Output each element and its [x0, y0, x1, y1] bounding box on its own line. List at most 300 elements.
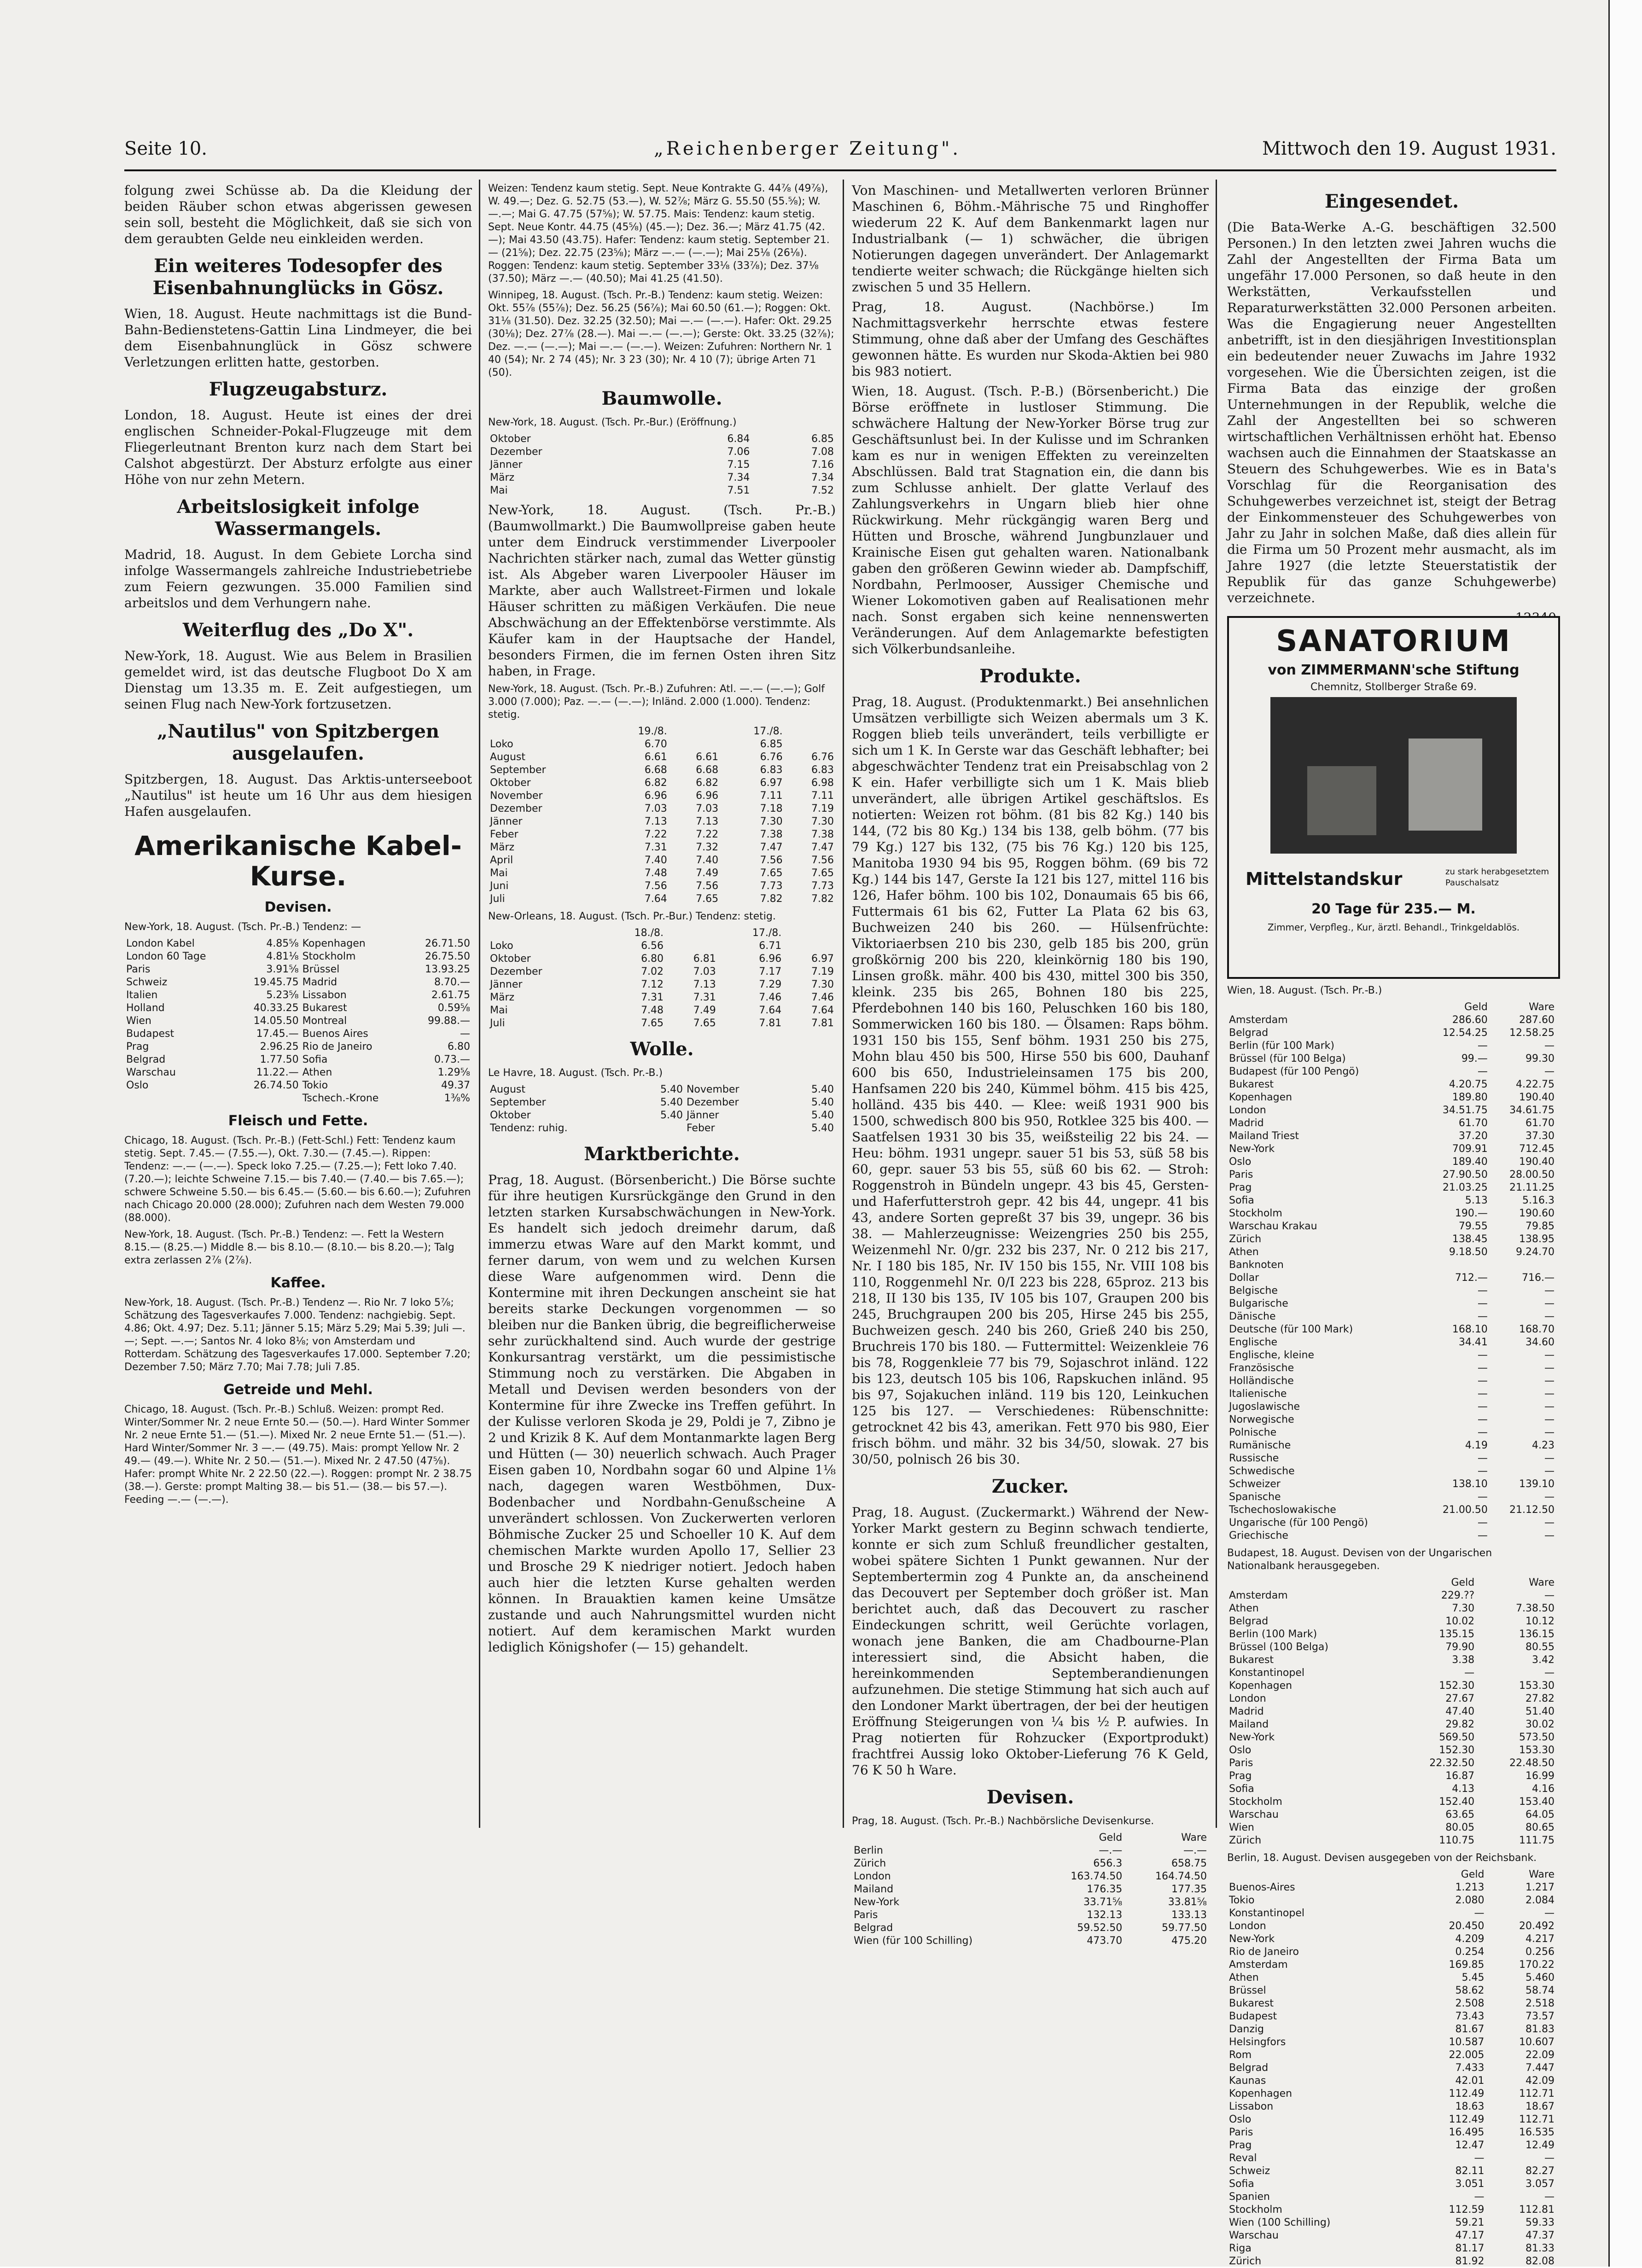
table-cell: —: [1544, 1066, 1555, 1077]
table-row: [1227, 1375, 1556, 1388]
table-row: [124, 1066, 472, 1079]
section-title: Zucker.: [991, 1476, 1069, 1497]
table-row: [488, 1083, 836, 1096]
table-cell: 177.35: [1171, 1884, 1207, 1895]
table-cell: Amsterdam: [1229, 1959, 1288, 1971]
table-row: [1227, 1117, 1556, 1130]
table-cell: Schweizer: [1229, 1478, 1281, 1490]
table-cell: 59.33: [1526, 2217, 1555, 2228]
table-cell: 6.61: [644, 751, 667, 763]
table-cell: Mailand Triest: [1229, 1130, 1299, 1142]
table-cell: —: [1544, 2152, 1555, 2164]
table-row: [1227, 1615, 1556, 1628]
table-row: [1227, 2216, 1556, 2229]
table-cell: Bukarest: [302, 1002, 347, 1014]
table-cell: —.—: [1183, 1845, 1207, 1856]
table-cell: 5.16.3: [1522, 1195, 1555, 1206]
article-body: New-York, 18. August. (Tsch. Pr.-B.) (Baumwollmarkt.) Die Baumwollpreise gaben heute unter dem Eindruck verstimmender Liverpooler Nachrichten stärker nach, zumal das Wetter günstig ist. Als Abgeber waren Liverpooler Häuser im Markte, aber auch Wallstreet-Firmen und lokale Häuser schritten zu mäßigen Verkäufen. Die neue Abschwächung an der Effektenbörse verstimmte. Als Käufer kam in der Hauptsache der Handel, besonders Firmen, die im fernen Osten ihren Sitz haben, in Frage.: [488, 502, 836, 679]
market-report: Winnipeg, 18. August. (Tsch. Pr.-B.) Tendenz: kaum stetig. Weizen: Okt. 55⅞ (55⅞); Dez. 56.25 (56⅞); Mai 60.50 (61.—); Roggen: Okt. 31⅛ (31.50). Dez. 32.25 (32.50); Mai —.— (—.—). Hafer: Okt. 29.25 (30⅛); Dez. 27⅞ (28.—). Mai —.— (—.—); Gerste: Okt. 33.25 (32⅞); Dez. —.— (—.—); Mai —.— (—.—). Weizen: Zufuhren: Northern Nr. 1 40 (54); Nr. 2 74 (45); Nr. 3 23 (30); Nr. 4 10 (7); übrige Arten 71 (50).: [488, 290, 838, 378]
masthead: „Reichenberger Zeitung".: [654, 138, 961, 159]
table-cell: 112.71: [1519, 2114, 1555, 2125]
table-row: [124, 1002, 472, 1015]
table-row: [124, 1015, 472, 1028]
table-cell: 111.75: [1519, 1835, 1555, 1846]
column-header: [852, 1832, 1040, 1844]
table-cell: Jugoslawische: [1229, 1401, 1300, 1413]
table-cell: 4.19: [1465, 1440, 1488, 1451]
table-cell: Kopenhagen: [1229, 1680, 1293, 1692]
table-cell: Rom: [1229, 2049, 1252, 2061]
table-row: [488, 1109, 836, 1122]
table-cell: —: [1477, 1388, 1488, 1400]
table-cell: 7.81: [811, 1018, 834, 1029]
headline: Weiterflug des „Do X".: [182, 619, 414, 641]
table-cell: 81.92: [1455, 2256, 1485, 2267]
table-row: [1227, 1920, 1556, 1933]
table-row: [1227, 1834, 1556, 1847]
table-cell: 99.30: [1526, 1053, 1555, 1064]
table-row: [1227, 1323, 1556, 1336]
table-cell: 110.75: [1439, 1835, 1475, 1846]
table-cell: —: [1544, 1465, 1555, 1477]
table-cell: —: [1477, 1040, 1488, 1052]
table-row: [1227, 1692, 1556, 1705]
table-cell: 153.30: [1519, 1680, 1555, 1692]
table-cell: Bukarest: [1229, 1998, 1274, 2009]
table-cell: Buenos Aires: [302, 1028, 368, 1040]
table-cell: Belgrad: [1229, 2062, 1269, 2074]
table-cell: Amsterdam: [1229, 1590, 1288, 1601]
table-cell: 1.77.50: [260, 1054, 299, 1065]
table-cell: 6.68: [696, 764, 719, 776]
table-cell: 287.60: [1519, 1014, 1555, 1026]
table-cell: New-York: [1229, 1143, 1275, 1155]
table-cell: —: [1477, 1375, 1488, 1387]
table-cell: 73.57: [1526, 2011, 1555, 2022]
table-cell: 0.59⅝: [437, 1002, 470, 1014]
market-report: Chicago, 18. August. (Tsch. Pr.-B.) (Fett-Schl.) Fett: Tendenz kaum stetig. Sept. 7.45.— (7.55.—), Okt. 7.30.— (7.45.—). Rippen: Tendenz: —.— (—.—). Speck loko 7.25.— (7.25.—); Fett loko 7.40. (7.20.—); leichte Schweine 7.15.— bis 7.40.— (7.40.— bis 7.65.—); schwere Schweine 5.50.— bis 6.45.— (5.60.— bis 6.60.—); Zufuhren nach Chicago 20.000 (28.000); Zufuhren nach dem Westen 79.000 (88.000).: [124, 1135, 474, 1224]
table-cell: 7.65: [760, 867, 783, 879]
table-cell: Oslo: [1229, 2114, 1252, 2125]
table-cell: 80.05: [1445, 1822, 1475, 1833]
table-cell: [637, 1122, 685, 1135]
table-cell: 712.45: [1519, 1143, 1555, 1155]
table-cell: Paris: [1229, 1757, 1253, 1769]
table-cell: 3.057: [1526, 2178, 1555, 2190]
table-cell: 11.22.—: [256, 1067, 299, 1078]
table-row: [1227, 1680, 1556, 1692]
column-1: [124, 182, 475, 1831]
kabel-devisen-table: [124, 937, 472, 1105]
table-cell: 63.65: [1445, 1809, 1475, 1820]
table-cell: Kopenhagen: [302, 938, 366, 949]
table-cell: Stockholm: [1229, 1208, 1282, 1219]
table-row: [1227, 1027, 1556, 1040]
article-body: Prag, 18. August. (Börsenbericht.) Die Börse suchte für ihre heutigen Kursrückgänge den Grund in den letzten starken Kursabschwächungen in New-York. Es handelt sich jedoch dreimehr darum, daß immerzu etwas Ware auf den Markt kommt, und ferner darum, von wem und zu welchen Kursen diese Ware aufgenommen wird. Denn die Kontermine mit ihren Deckungen anscheint sie hat bereits starke Deckungen vorgenommen — so bleiben nur die Banken übrig, die begreiflicherweise sehr zurückhaltend sind. Auch wurde der gestrige Konkursantrag verstärkt, um die pessimistische Stimmung noch zu verstärken. Die Abgaben in Metall und Devisen werden besonders von der Kontermine für ihre Zwecke ins Treffen geführt. In der Kulisse verloren Skoda je 29, Poldi je 7, Zibno je 2 und Krizik 8 K. Auf dem Montanmarkte lagen Berg und Hütten (— 30) neuerlich schwach. Auch Prager Eisen gaben 10, Nordbahn sogar 60 und Alpine 1⅛ nach, dagegen waren Westböhmen, Dux-Bodenbacher und Nordbahn-Genußscheine A unverändert schlossen. Von Zuckerwerten verloren Böhmische Zucker 25 und Schoeller 10 K. Auf dem chemischen Markte wurden Apollo 17, Sellier 23 und Brosche 29 K niedriger notiert. Jedoch haben auch hier die letzten Kurse gehalten werden können. In Brauaktien kamen keine Umsätze zustande und auch Nahrungsmittel wurden nicht notiert. Auf dem keramischen Markt wurden lediglich Königshofer (— 15) gehandelt.: [488, 1172, 836, 1655]
table-row: [1227, 1491, 1556, 1504]
table-cell: 7.47: [811, 842, 834, 853]
article-body: Wien, 18. August. Heute nachmittags ist die Bund-Bahn-Bedienstetens-Gattin Lina Lindmeyer, die bei dem Eisenbahnunglück in Gösz schwere Verletzungen erlitten hatte, gestorben.: [124, 306, 472, 370]
table-cell: 7.30: [760, 816, 783, 827]
table-cell: 81.17: [1455, 2243, 1485, 2254]
table-cell: 59.77.50: [1162, 1922, 1207, 1934]
table-caption: New-York, 18. August. (Tsch. Pr.-B.) Zufuhren: Atl. —.— (—.—); Golf 3.000 (7.000); Paz. —.— (—.—); Inländ. 2.000 (1.000). Tendenz: stetig.: [488, 683, 828, 721]
table-cell: 1⅜%: [444, 1093, 470, 1104]
table-cell: Französische: [1229, 1362, 1294, 1374]
table-row: [124, 1053, 472, 1066]
table-cell: Wien (100 Schilling): [1229, 2217, 1331, 2228]
table-cell: 20.450: [1449, 1920, 1485, 1932]
table-cell: Buenos-Aires: [1229, 1882, 1295, 1893]
ad-inclusions: Zimmer, Verpfleg., Kur, ärztl. Behandl., Trinkgeldablös.: [1267, 922, 1520, 933]
table-cell: März: [490, 992, 515, 1003]
table-row: [1227, 1504, 1556, 1517]
table-cell: Rumänische: [1229, 1440, 1291, 1451]
table-cell: Belgrad: [854, 1922, 893, 1934]
table-header-row: [1227, 1868, 1556, 1881]
table-cell: Mai: [490, 1005, 508, 1016]
table-cell: 82.11: [1455, 2165, 1485, 2177]
table-cell: 5.40: [660, 1084, 683, 1095]
table-cell: Kopenhagen: [1229, 1092, 1293, 1103]
table-cell: —: [1544, 1311, 1555, 1322]
table-row: [1227, 2126, 1556, 2139]
table-cell: 21.03.25: [1442, 1182, 1488, 1193]
table-cell: —: [1477, 1530, 1488, 1541]
table-cell: Paris: [1229, 2127, 1253, 2138]
table-cell: 37.20: [1458, 1130, 1488, 1142]
table-cell: 82.27: [1526, 2165, 1555, 2177]
table-cell: Berlin (100 Mark): [1229, 1628, 1317, 1640]
table-cell: 7.65: [641, 1018, 664, 1029]
table-cell: 14.05.50: [253, 1015, 299, 1027]
article-body: Prag, 18. August. (Nachbörse.) Im Nachmittagsverkehr herrschte etwas festere Stimmung, ohne daß aber der Umfang des Geschäftes gewonnen hätte. Es wurden nur Skoda-Aktien bei 980 bis 983 notiert.: [852, 299, 1209, 379]
table-cell: 189.40: [1452, 1156, 1488, 1168]
table-caption: New-Orleans, 18. August. (Tsch. Pr.-Bur.) Tendenz: stetig.: [488, 911, 776, 922]
table-cell: 7.65: [811, 867, 834, 879]
column-header: Geld: [1451, 1577, 1475, 1588]
table-cell: 7.51: [727, 485, 750, 496]
table-row: [1227, 2229, 1556, 2242]
table-cell: 7.47: [760, 842, 783, 853]
table-caption: New-York, 18. August. (Tsch. Pr.-B.) Tendenz: —: [124, 921, 361, 933]
table-cell: Holland: [126, 1002, 165, 1014]
table-cell: Madrid: [1229, 1706, 1264, 1717]
table-cell: London: [1229, 1693, 1266, 1704]
table-row: [1227, 2204, 1556, 2216]
table-cell: —: [1477, 1491, 1488, 1503]
table-cell: Dezember: [490, 446, 542, 458]
ad-location: Chemnitz, Stollberger Straße 69.: [1310, 681, 1477, 693]
table-cell: 4.13: [1452, 1783, 1475, 1795]
table-cell: —: [1477, 1311, 1488, 1322]
table-cell: London: [1229, 1920, 1266, 1932]
table-cell: Konstantinopel: [1229, 1667, 1305, 1679]
table-row: [1227, 1997, 1556, 2010]
table-cell: Oktober: [490, 1110, 531, 1121]
table-row: [1227, 2088, 1556, 2100]
table-cell: London 60 Tage: [126, 951, 206, 962]
column-header: [1227, 1001, 1423, 1014]
sanatorium-advertisement: [1227, 616, 1560, 979]
table-row: [488, 484, 836, 497]
table-cell: Mailand: [854, 1884, 894, 1895]
table-cell: —.—: [1099, 1845, 1123, 1856]
table-row: [852, 1857, 1209, 1870]
table-cell: 3.42: [1532, 1654, 1555, 1666]
table-cell: —: [1477, 1465, 1488, 1477]
table-row: [1227, 1971, 1556, 1984]
table-cell: —: [1544, 1388, 1555, 1400]
table-cell: 99.—: [1461, 1053, 1488, 1064]
table-cell: 27.67: [1445, 1693, 1475, 1704]
section-title: Amerikanische Kabel-Kurse.: [134, 830, 462, 892]
article-body: Prag, 18. August. (Zuckermarkt.) Während der New-Yorker Markt gestern zu Beginn schwach tendierte, konnte er sich zum Schluß freundlicher gestalten, wobei spätere Sichten 1 Punkt gewannen. Nur der Septembertermin zog 4 Punkte an, da anscheinend das Decouvert per September doch größer ist. Man berichtet auch, daß das Decouvert zu rascher Eindeckungen schritt, weil Gerüchte vorlagen, wonach jene Banken, die am Chadbourne-Plan interessiert sind, die Absicht haben, die hereinkommenden Septemberandienungen aufzunehmen. Die stetige Stimmung hat sich auch auf den Londoner Markt übertragen, der bei der heutigen Eröffnung Steigerungen von ¼ bis ½ P. aufwies. In Prag notierten für Rohzucker (Exportprodukt) frachtfrei Aussig loko Oktober-Lieferung 76 K Geld, 76 K 50 h Ware.: [852, 1505, 1209, 1778]
table-row: [1227, 1272, 1556, 1285]
article-body: Von Maschinen- und Metallwerten verloren Brünner Maschinen 6, Böhm.-Mährische 75 und Ringhoffer wiederum 22 K. Auf dem Bankenmarkt lagen nur Industrialbank (— 1) schwächer, die übrigen Notierungen dagegen unverändert. Der Anlagemarkt tendierte weiter schwach; die Rückgänge hielten sich zwischen 5 und 35 Hellern.: [852, 183, 1209, 295]
table-row: [1227, 2049, 1556, 2062]
table-cell: 3.38: [1452, 1654, 1475, 1666]
table-cell: 19.45.75: [253, 977, 299, 988]
table-cell: —: [1544, 1667, 1555, 1679]
table-row: [1227, 1156, 1556, 1169]
table-cell: 99.88.—: [428, 1015, 470, 1027]
table-cell: 30.02: [1526, 1719, 1555, 1730]
table-cell: 6.85: [760, 739, 783, 750]
table-cell: Juli: [490, 1018, 505, 1029]
table-cell: —: [1544, 1453, 1555, 1464]
table-cell: —: [460, 1028, 470, 1040]
table-cell: Dezember: [686, 1097, 739, 1108]
table-cell: Brüssel (100 Belga): [1229, 1641, 1328, 1653]
table-cell: Tendenz: ruhig.: [490, 1122, 568, 1134]
table-cell: Dezember: [490, 966, 542, 977]
table-cell: Belgrad: [1229, 1027, 1269, 1039]
column-divider: [479, 180, 480, 1828]
building-shape: [1409, 739, 1482, 831]
table-row: [1227, 1641, 1556, 1654]
table-cell: —: [1477, 1285, 1488, 1297]
table-cell: Prag: [1229, 2140, 1252, 2151]
column-header: [785, 725, 836, 738]
table-row: [1227, 1984, 1556, 1997]
headline: Flugzeugabsturz.: [209, 378, 388, 400]
table-cell: Budapest: [126, 1028, 175, 1040]
table-cell: —: [1544, 1285, 1555, 1297]
table-cell: November: [490, 790, 543, 802]
table-cell: 0.256: [1526, 1946, 1555, 1958]
table-cell: 79.90: [1445, 1641, 1475, 1653]
table-cell: Russische: [1229, 1453, 1279, 1464]
table-row: [1227, 2075, 1556, 2088]
table-cell: 10.607: [1519, 2036, 1555, 2048]
table-cell: 4.23: [1532, 1440, 1555, 1451]
article-body: Prag, 18. August. (Produktenmarkt.) Bei ansehnlichen Umsätzen verbilligte sich Weizen abermals um 3 K. Roggen blieb teils unverändert, teils verbilligte er sich um 1 K. In Gerste war das Geschäft lebhafter; bei abgeschwächter Tendenz trat ein Preisabschlag von 2 K ein. Hafer verbilligte sich um 1 K. Mais blieb unverändert, alle übrigen Artikel geschäftslos. Es notierten: Weizen rot böhm. (81 bis 82 Kg.) 140 bis 144, (72 bis 80 Kg.) 134 bis 138, gelb böhm. (77 bis 79 Kg.) 127 bis 132, (75 bis 76 Kg.) 120 bis 125, Manitoba 1930 94 bis 95, Roggen böhm. (69 bis 72 Kg.) 144 bis 147, Gerste Ia 121 bis 127, mittel 116 bis 126, Hafer böhm. 100 bis 102, Donaumais 65 bis 66, Futtermais 61 bis 62, Futter La Plata 62 bis 63, Buchweizen 240 bis 260. — Hülsenfrüchte: Viktoriaerbsen 210 bis 230, gelb 185 bis 200, grün großkörnig 200 bis 220, kleinkörnig 180 bis 190, Linsen großk. mähr. 400 bis 430, mittel 300 bis 350, kleink. 235 bis 265, Bohnen 180 bis 225, Pferdebohnen 140 bis 160, Peluschken 160 bis 180, Sommerwicken 160 bis 180. — Ölsamen: Raps böhm. 1931 150 bis 155, Senf böhm. 1931 250 bis 275, Mohn blau 450 bis 500, Hirse 550 bis 600, Dauhanf 600 bis 650, Industrieleinsamen 175 bis 200, Hanfsamen 220 bis 240, Kümmel böhm. 415 bis 425, holländ. 435 bis 440. — Klee: weiß 1931 900 bis 1500, schwedisch 800 bis 950, Rotklee 325 bis 400. — Saatfelsen 1931 30 bis 35, weißsteilig 22 bis 24. — Heu: böhm. 1931 ungepr. sauer 51 bis 53, süß 58 bis 60, gepr. sauer 53 bis 55, süß 60 bis 62. — Stroh: Roggenstroh in Bündeln ungepr. 43 bis 45, Gersten- und Haferfutterstroh gepr. 42 bis 44, ungepr. 41 bis 43, andere Sorten gepreßt 37 bis 39, ungepr. 36 bis 38. — Mahlerzeugnisse: Weizengries 250 bis 255, Weizenmehl Nr. 0/gr. 232 bis 237, Nr. 0 212 bis 217, Nr. I 180 bis 185, Nr. IV 150 bis 155, Nr. VIII 108 bis 110, Roggenmehl Nr. 0/I 223 bis 228, 65proz. 213 bis 218, II 130 bis 135, IV 105 bis 107, Graupen 200 bis 245, Bruchgraupen 200 bis 205, Hirse 245 bis 255, Buchweizen gesch. 240 bis 260, Grieß 240 bis 250, Bruchreis 170 bis 180. — Futtermittel: Weizenkleie 76 bis 78, Roggenkleie 77 bis 79, Sojaschrot inländ. 122 bis 123, deutsch 105 bis 106, Rapskuchen inländ. 95 bis 97, Sojakuchen inländ. 119 bis 120, Leinkuchen 125 bis 127. — Verschiedenes: Rübenschnitte: getrocknet 42 bis 43, amerikan. Fett 970 bis 980, Eier frisch böhm. und mähr. 32 bis 34/50, slowak. 27 bis 30/50, polnisch 26 bis 30.: [852, 694, 1209, 1467]
table-cell: 7.64: [759, 1005, 782, 1016]
table-cell: 64.05: [1526, 1809, 1555, 1820]
table-row: [1227, 2139, 1556, 2152]
table-cell: 7.03: [693, 966, 716, 977]
table-header-row: [488, 725, 836, 738]
table-cell: 82.08: [1526, 2256, 1555, 2267]
section-title: Devisen.: [986, 1786, 1074, 1808]
table-cell: Spanische: [1229, 1491, 1281, 1503]
table-cell: Zürich: [1229, 2256, 1262, 2267]
table-cell: 112.81: [1519, 2204, 1555, 2216]
table-row: [488, 433, 836, 446]
table-row: [1227, 2100, 1556, 2113]
table-row: [1227, 1065, 1556, 1078]
table-cell: 16.535: [1519, 2127, 1555, 2138]
table-cell: 7.48: [644, 867, 667, 879]
table-cell: Brüssel: [302, 964, 340, 975]
table-row: [1227, 1731, 1556, 1744]
table-cell: 138.10: [1452, 1478, 1488, 1490]
table-cell: Ungarische (für 100 Pengö): [1229, 1517, 1368, 1529]
table-cell: 112.59: [1449, 2204, 1485, 2216]
table-cell: 190.40: [1519, 1092, 1555, 1103]
table-cell: 7.34: [727, 472, 750, 483]
table-caption: Prag, 18. August. (Tsch. Pr.-B.) Nachbörsliche Devisenkurse.: [852, 1815, 1154, 1827]
table-row: [1227, 1667, 1556, 1680]
table-cell: 59.52.50: [1077, 1922, 1123, 1934]
table-cell: 22.32.50: [1429, 1757, 1475, 1769]
table-cell: Warschau: [1229, 2230, 1279, 2241]
column-header: Ware: [1529, 1869, 1555, 1880]
table-cell: Zürich: [1229, 1835, 1262, 1846]
table-cell: 7.22: [696, 829, 719, 840]
table-row: [1227, 1297, 1556, 1310]
ad-subtitle: von ZIMMERMANN'sche Stiftung: [1268, 662, 1520, 678]
table-cell: 26.75.50: [425, 951, 470, 962]
table-cell: 7.56: [760, 855, 783, 866]
section-title: Wolle.: [630, 1038, 694, 1060]
table-row: [1227, 1933, 1556, 1946]
table-cell: Paris: [126, 964, 151, 975]
table-cell: 59.21: [1455, 2217, 1485, 2228]
table-cell: 5.40: [811, 1122, 834, 1134]
table-cell: Banknoten: [1229, 1259, 1284, 1271]
table-row: [1227, 1130, 1556, 1143]
table-cell: 7.06: [727, 446, 750, 458]
table-row: [852, 1844, 1209, 1857]
table-cell: 152.40: [1439, 1796, 1475, 1808]
table-cell: 133.13: [1171, 1909, 1207, 1921]
table-cell: 1.217: [1526, 1882, 1555, 1893]
table-cell: 152.30: [1439, 1680, 1475, 1692]
table-cell: [124, 1092, 236, 1105]
trees-shape: [1307, 766, 1376, 835]
section-title: Baumwolle.: [601, 388, 722, 409]
table-cell: 7.38.50: [1516, 1603, 1555, 1614]
table-cell: 17.45.—: [256, 1028, 299, 1040]
table-cell: 7.49: [696, 867, 719, 879]
table-cell: Deutsche (für 100 Mark): [1229, 1324, 1353, 1335]
table-cell: 7.49: [693, 1005, 716, 1016]
column-header: [783, 927, 836, 940]
table-cell: 573.50: [1519, 1732, 1555, 1743]
table-cell: Dänische: [1229, 1311, 1276, 1322]
table-cell: Loko: [490, 739, 513, 750]
table-row: [1227, 1194, 1556, 1207]
table-cell: —: [1544, 1349, 1555, 1361]
table-row: [1227, 1465, 1556, 1478]
table-row: [488, 978, 836, 991]
table-cell: 7.11: [760, 790, 783, 802]
table-cell: Rio de Janeiro: [302, 1041, 373, 1053]
table-cell: 716.—: [1522, 1272, 1555, 1284]
table-cell: Schweiz: [1229, 2165, 1270, 2177]
table-cell: 26.74.50: [253, 1080, 299, 1091]
table-cell: Oktober: [490, 777, 531, 789]
table-cell: 138.45: [1452, 1233, 1488, 1245]
table-cell: Italien: [126, 989, 158, 1001]
table-cell: 21.11.25: [1509, 1182, 1555, 1193]
table-row: [1227, 1757, 1556, 1770]
table-row: [488, 940, 836, 953]
table-cell: —: [1477, 1349, 1488, 1361]
table-cell: London Kabel: [126, 938, 195, 949]
section-title: Eingesendet.: [1324, 191, 1459, 212]
table-cell: 5.460: [1526, 1972, 1555, 1983]
column-header: Ware: [1529, 1577, 1555, 1588]
section-title: Marktberichte.: [584, 1143, 740, 1165]
table-row: [488, 815, 836, 828]
table-cell: Sofia: [1229, 1783, 1254, 1795]
table-cell: 6.82: [696, 777, 719, 789]
table-row: [1227, 1478, 1556, 1491]
table-cell: Sofia: [1229, 2178, 1254, 2190]
table-row: [488, 777, 836, 790]
table-cell: 37.30: [1526, 1130, 1555, 1142]
ad-offer: Mittelstandskur: [1246, 869, 1403, 889]
table-cell: 7.40: [696, 855, 719, 866]
table-cell: Oktober: [490, 433, 531, 445]
table-cell: —: [1544, 1427, 1555, 1438]
table-cell: 2.080: [1455, 1895, 1485, 1906]
table-caption: Berlin, 18. August. Devisen ausgegeben von der Reichsbank.: [1227, 1852, 1537, 1864]
table-cell: 1.29⅝: [437, 1067, 470, 1078]
table-cell: Warschau Krakau: [1229, 1221, 1317, 1232]
table-cell: Bukarest: [1229, 1654, 1274, 1666]
table-row: [1227, 1040, 1556, 1053]
table-cell: Englische: [1229, 1337, 1278, 1348]
table-cell: Sofia: [1229, 1195, 1254, 1206]
table-cell: Tokio: [1229, 1895, 1255, 1906]
headline: „Nautilus" von Spitzbergen ausgelaufen.: [157, 721, 439, 764]
table-cell: 0.254: [1455, 1946, 1485, 1958]
article-body: Wien, 18. August. (Tsch. P.-B.) (Börsenbericht.) Die Börse eröffnete in lustloser Stimmung. Die schwächere Haltung der New-Yorker Börse trug zur Geschäftsunlust bei. In der Kulisse und im Schranken kam es nur in wenigen Effekten zu vereinzelten Abschlüssen. Bald trat Stagnation ein, die dann bis zum Schlusse anhielt. Der glatte Verlauf des Zahlungsverkehrs in Ungarn blieb hier ohne Rückwirkung. Mehr rückgängig waren Berg und Hütten und Brosche, während Jungbunzlauer und Krainische Eisen gut gehalten waren. Nationalbank gaben den größeren Gewinn wieder ab. Dampfschiff, Nordbahn, Perlmooser, Aussiger Chemische und Wiener Lokomotiven gaben auf Realisationen mehr nach. Sonst ergaben sich keine nennenswerten Veränderungen. Auf dem Anlagemarkte befestigten sich Völkerbundsanleihe.: [852, 384, 1209, 657]
table-cell: 8.70.—: [434, 977, 470, 988]
table-row: [488, 790, 836, 803]
table-row: [1227, 1310, 1556, 1323]
table-cell: 6.80: [448, 1041, 470, 1053]
table-cell: 21.00.50: [1442, 1504, 1488, 1516]
table-cell: 16.495: [1449, 2127, 1485, 2138]
table-caption: Wien, 18. August. (Tsch. Pr.-B.): [1227, 985, 1382, 996]
page-header: [124, 138, 1556, 166]
article-body: London, 18. August. Heute ist eines der drei englischen Schneider-Pokal-Flugzeuge mit dem Fliegerleutnant Brenton kurz nach dem Start bei Calshot abgestürzt. Der Absturz erfolgte aus einer Höhe von nur zehn Metern.: [124, 407, 472, 487]
table-row: [852, 1883, 1209, 1896]
table-cell: Montreal: [302, 1015, 347, 1027]
table-cell: 7.38: [760, 829, 783, 840]
table-cell: 6.82: [644, 777, 667, 789]
column-3: [852, 182, 1209, 1947]
table-row: [852, 1896, 1209, 1909]
table-cell: Helsingfors: [1229, 2036, 1286, 2048]
article-body: New-York, 18. August. Wie aus Belem in Brasilien gemeldet wird, ist das deutsche Flugboot Do X am Dienstag um 13.35 m. E. Zeit aufgestiegen, um seinen Flug nach New-York fortzusetzen.: [124, 648, 472, 712]
table-cell: 164.74.50: [1155, 1871, 1207, 1882]
